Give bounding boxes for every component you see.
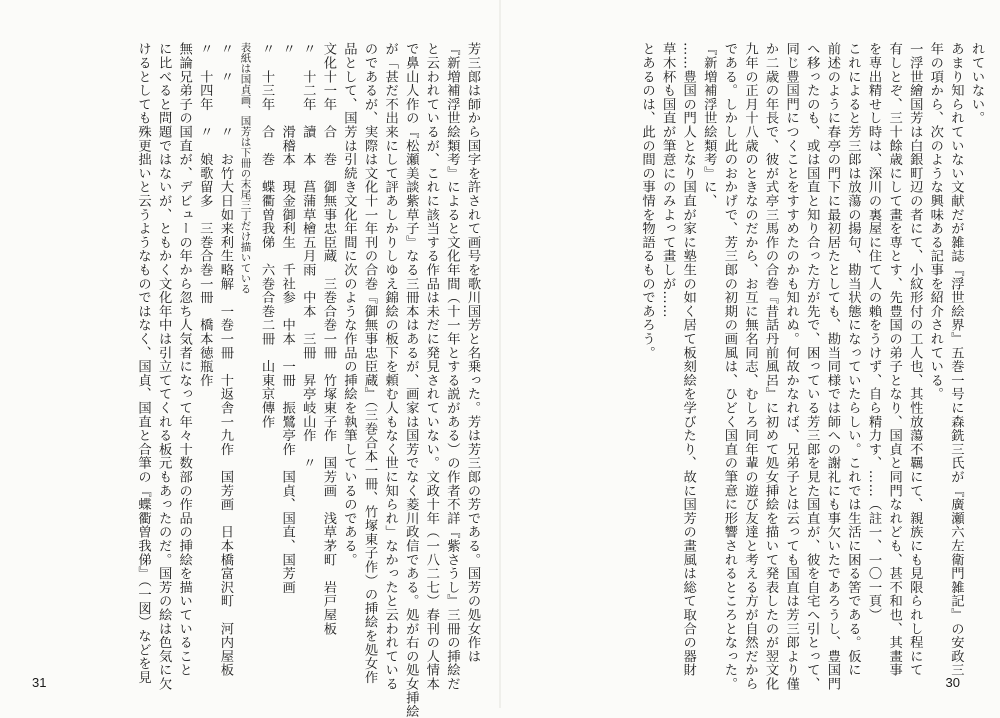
text-line: これによると芳三郎は放蕩の揚句、勘当状態になっていたらしい。これでは生活に困る筈である。仮に [845, 42, 861, 677]
text-line: 有しとぞ、三十餘歳にして畫を専とす、先豊国の弟子となり、国貞と同門なれども、甚不和也、其畫事 [886, 42, 902, 677]
text-line: が「甚だ不出来にして評あしかりしゆえ錦絵の板下を頼む人もなく世に知られ」なかったと云われている [382, 42, 398, 691]
text-line: 『新増補浮世絵類考』に、 [701, 42, 717, 208]
text-line: 同じ豊国門につくことをすすめたのかも知れぬ。何故かなれば、兄弟子とは云っても国直は芳三郎より僅 [783, 42, 799, 691]
text-line: と云われているが、これに該当する作品は未だに発見されていない。文政十年（一八二七）春刊の人情本 [423, 42, 439, 691]
text-line: 草木杯も国直が筆意にのみよって畫しが…… [660, 42, 676, 318]
work-list-entry: 〃 十三年 合 巻 蝶衢曽我俤 六巻合巻二冊 山東京傳作 [259, 42, 275, 429]
page-number: 30 [945, 675, 960, 690]
text-line: とあるのは、此の間の事情を物語るものであろう。 [639, 42, 655, 360]
work-list-entry: 〃 滑稽本 現金御利生 千社参 中本 一冊 振鷺亭作 国貞、国直、国芳画 [279, 42, 295, 594]
text-line: 芳三郎は師から国字を許されて画号を歌川国芳と名乗った。芳は芳三郎の芳である。国芳の処女作は [465, 42, 480, 663]
text-line: か二歳の年長で、彼が式亭三馬作の合巻『昔話丹前風呂』に初めて処女挿絵を描いて発表したのが翌文化 [763, 42, 779, 691]
text-line: ……豊国の門人となり国直が家に塾生の如く居て板刻絵を学びたり、故に国芳の畫風は総て取合の器財 [680, 42, 696, 677]
page-number: 31 [32, 675, 47, 690]
text-line: に比べると問題ではないが、ともかく文化年中は引立ててくれる板元もあったのだ。国芳の絵は色気に欠 [156, 42, 172, 691]
work-list-entry: 文化十一年 合 巻 御無事忠臣蔵 三巻合巻一冊 竹塚東子作 国芳画 浅草茅町 岩戸屋板 [320, 42, 336, 636]
work-list-entry: 〃 十二年 讀 本 菖蒲草檜五月雨 中本 三冊 昇亭岐山作 〃 [300, 42, 316, 470]
text-line: である。しかし此のおかげで、芳三郎の初期の画風は、ひどく国直の筆意に形響されるところとなった。 [721, 42, 737, 691]
text-line: で鼻山人作の『松瀬美談紫草子』なる三冊本はあるが、画家は国芳でなく菱川政信である。処が右の処女挿絵 [403, 42, 419, 718]
work-list-note: 表紙は国貞画、国芳は下冊の末尾三丁だけ描いている [239, 42, 252, 294]
text-line: 九年の正月十八歳のときなのだから、お互に無名同志、むしろ同年輩の遊び友達と考える方が自然だから [742, 42, 758, 691]
text-line: 一浮世繪国芳は白銀町辺の者にて、小紋形付の工人也、其性放蕩不羈にて、親族にも見限られし程にて [907, 42, 923, 677]
text-line: を専出精せし時は、深川の裏屋に住て人の賴をうけず、自ら精力す、……（註一、一〇一頁） [866, 42, 882, 622]
text-line: 年の項から、次のような興味ある記事を紹介されている。 [927, 42, 943, 401]
work-list-entry: 〃 十四年 〃 娘歌留多 三巻合巻一冊 橋本徳瓶作 [197, 42, 213, 387]
text-line: あまり知られていない文献だが雑誌『浮世絵界』五巻一号に森銑三氏が『廣瀬六左衛門雑記』の安政三 [948, 42, 964, 677]
left-page-text [132, 42, 482, 718]
text-line: 無論兄弟子の国直が、デビューの年から忽ち人気者になって年々十数部の作品の挿絵を描いていること [176, 42, 192, 677]
text-line: へ移ったのも、或は国直と知り合った方が先で、困っている芳三郎を見た国直が、彼を自宅へ引とって、 [804, 42, 820, 691]
text-line: 『新増補浮世絵類考』によると文化年間（十一年とする説がある）の作者不詳『紫さうし』三冊の挿絵だ [444, 42, 460, 691]
text-line: 品として、国芳は引続き文化年間に次のような作品の挿絵を執筆しているのである。 [341, 42, 357, 567]
right-page [500, 0, 1000, 708]
work-list-entry: 〃 〃 〃 お竹大日如来利生略解 一巻一冊 十返舎一九作 国芳画 日本橋富沢町 河内屋板 [217, 42, 233, 677]
text-line: 前述のように春亭の門下に最初居たとしても、勘当同様では師への謝礼にも事欠いたであろうし、豊国門 [824, 42, 840, 691]
text-line: けるとしても殊更拙いと云うようなものではなく、国貞、国直と合筆の『蝶衢曽我俤』（一図）などを見 [135, 42, 151, 684]
text-line: れていない。 [969, 42, 984, 125]
text-line: のであるが、実際は文化十一年刊の合巻『御無事忠臣蔵』（三巻合本一冊、竹塚東子作）の挿絵を処女作 [362, 42, 378, 684]
